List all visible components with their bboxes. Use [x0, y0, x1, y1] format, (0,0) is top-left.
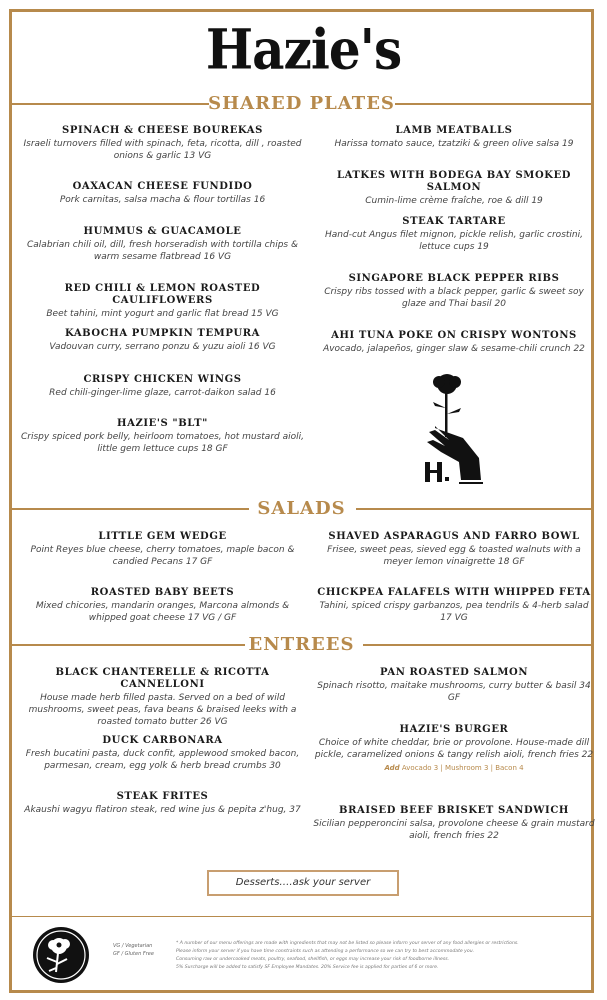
menu-item	[20, 283, 305, 320]
item-description: Pork carnitas, salsa macha & flour tortillas 16	[59, 195, 266, 205]
item-name: LITTLE GEM WEDGE	[98, 531, 227, 542]
menu-item	[313, 587, 595, 624]
restaurant-logo: Hazie's	[205, 16, 402, 82]
item-name: OAXACAN CHEESE FUNDIDO	[72, 181, 253, 192]
menu-item	[20, 328, 305, 353]
item-description: Crispy spiced pork belly, heirloom tomatoes, hot mustard aioli, little gem lettuce cups 18 GF	[21, 432, 304, 454]
item-name: KABOCHA PUMPKIN TEMPURA	[64, 328, 261, 339]
burger-addons	[313, 764, 595, 772]
menu-item	[20, 374, 305, 399]
item-name: AHI TUNA POKE ON CRISPY WONTONS	[331, 330, 577, 341]
section-title: SALADS	[257, 498, 346, 519]
desserts-note: Desserts….ask your server	[207, 870, 399, 896]
item-name: SPINACH & CHEESE BOUREKAS	[62, 125, 263, 136]
section-header-salads	[11, 498, 592, 520]
item-name: LATKES WITH BODEGA BAY SMOKED SALMON	[336, 170, 572, 193]
item-name: HAZIE'S BURGER	[399, 724, 509, 735]
section-title: SHARED PLATES	[208, 93, 395, 114]
menu-item	[313, 531, 595, 568]
note-time-constraints: Please inform your server if you have time constraints such as attending a performance so we can try to best accommodate you.	[176, 949, 475, 954]
item-name: HUMMUS & GUACAMOLE	[83, 226, 242, 237]
hand-rose-emblem-icon	[405, 370, 515, 490]
item-name: STEAK FRITES	[116, 791, 209, 802]
item-name: LAMB MEATBALLS	[395, 125, 513, 136]
item-description: Point Reyes blue cheese, cherry tomatoes, maple bacon & candied Pecans 17 GF	[30, 545, 295, 567]
menu-item	[20, 418, 305, 455]
item-name: SINGAPORE BLACK PEPPER RIBS	[348, 273, 560, 284]
menu-item	[313, 125, 595, 150]
item-description: Calabrian chili oil, dill, fresh horseradish with tortilla chips & warm sesame flatbread 16 VG	[27, 240, 298, 262]
menu-item	[313, 805, 595, 842]
menu-item	[20, 531, 305, 568]
addon-options: Avocado 3 | Mushroom 3 | Bacon 4	[401, 764, 524, 772]
menu-item	[313, 170, 595, 207]
item-name: CRISPY CHICKEN WINGS	[83, 374, 242, 385]
item-description: Red chili-ginger-lime glaze, carrot-daikon salad 16	[49, 388, 276, 398]
item-description: Vadouvan curry, serrano ponzu & yuzu aioli 16 VG	[49, 342, 276, 352]
item-description: Choice of white cheddar, brie or provolone. House-made dill pickle, caramelized onions & tangy relish aioli, french fries 22	[314, 738, 594, 760]
item-description: Frisee, sweet peas, sieved egg & toasted walnuts with a meyer lemon vinaigrette 18 GF	[327, 545, 581, 567]
item-name: BRAISED BEEF BRISKET SANDWICH	[339, 805, 569, 816]
footer-notes	[176, 940, 576, 972]
item-description: Cumin-lime crème fraîche, roe & dill 19	[365, 196, 543, 206]
menu-item	[313, 667, 595, 704]
footer-divider	[11, 916, 592, 917]
note-raw-food-warning: Consuming raw or undercooked meats, poultry, seafood, shellfish, or eggs may increase your risk of foodborne illness.	[176, 957, 450, 962]
item-description: Spinach risotto, maitake mushrooms, curry butter & basil 34 GF	[317, 681, 591, 703]
item-name: BLACK CHANTERELLE & RICOTTA CANNELLONI	[55, 667, 270, 690]
item-name: ROASTED BABY BEETS	[90, 587, 235, 598]
menu-item	[20, 226, 305, 263]
menu-item	[20, 735, 305, 772]
item-description: Fresh bucatini pasta, duck confit, applewood smoked bacon, parmesan, cream, egg yolk & herb bread crumbs 30	[25, 749, 300, 771]
item-description: Tahini, spiced crispy garbanzos, pea tendrils & 4-herb salad 17 VG	[319, 601, 589, 623]
menu-item	[313, 273, 595, 310]
item-description: Hand-cut Angus filet mignon, pickle relish, garlic crostini, lettuce cups 19	[325, 230, 583, 252]
menu-item	[20, 791, 305, 816]
item-description: Sicilian pepperoncini salsa, provolone cheese & grain mustard aioli, french fries 22	[313, 819, 595, 841]
menu-item	[313, 724, 595, 772]
item-description: Beet tahini, mint yogurt and garlic flat bread 15 VG	[46, 309, 279, 319]
section-header-shared-plates	[11, 93, 592, 115]
addon-label: Add	[384, 764, 400, 772]
rose-circle-logo-icon	[32, 926, 90, 984]
item-name: PAN ROASTED SALMON	[379, 667, 529, 678]
item-description: Harissa tomato sauce, tzatziki & green olive salsa 19	[334, 139, 574, 149]
note-allergy: * A number of our menu offerings are made with ingredients that may not be listed so please inform your server of any food allergies or restrictions.	[176, 941, 519, 946]
item-description: Israeli turnovers filled with spinach, feta, ricotta, dill , roasted onions & garlic 13 VG	[23, 139, 302, 161]
note-surcharge: 5% Surcharge will be added to satisfy SF Employee Mandates. 20% Service fee is applied for parties of 6 or more.	[176, 965, 439, 970]
item-description: Avocado, jalapeños, ginger slaw & sesame-chili crunch 22	[323, 344, 585, 354]
item-name: HAZIE'S "BLT"	[117, 418, 208, 429]
item-description: Mixed chicories, mandarin oranges, Marcona almonds & whipped goat cheese 17 VG / GF	[35, 601, 290, 623]
section-title: ENTREES	[248, 634, 355, 655]
menu-item	[20, 667, 305, 728]
item-name: STEAK TARTARE	[402, 216, 506, 227]
diet-legend	[113, 942, 154, 958]
item-description: Akaushi wagyu flatiron steak, red wine jus & pepita z'hug, 37	[24, 805, 301, 815]
menu-item	[20, 587, 305, 624]
item-name: CHICKPEA FALAFELS WITH WHIPPED FETA	[317, 587, 591, 598]
legend-gluten-free: GF / Gluten Free	[113, 951, 154, 957]
item-description: Crispy ribs tossed with a black pepper, garlic & sweet soy glaze and Thai basil 20	[324, 287, 584, 309]
item-description: House made herb filled pasta. Served on a bed of wild mushrooms, sweet peas, fava beans & braised leeks with a roasted tomato butter 26 VG	[28, 693, 297, 727]
menu-item	[20, 125, 305, 162]
menu-item	[313, 216, 595, 253]
item-name: SHAVED ASPARAGUS AND FARRO BOWL	[328, 531, 580, 542]
item-name: RED CHILI & LEMON ROASTED CAULIFLOWERS	[64, 283, 261, 306]
menu-item	[313, 330, 595, 355]
menu-item	[20, 181, 305, 206]
item-name: DUCK CARBONARA	[102, 735, 223, 746]
section-header-entrees	[11, 634, 592, 656]
legend-vegetarian: VG / Vegetarian	[113, 943, 153, 949]
